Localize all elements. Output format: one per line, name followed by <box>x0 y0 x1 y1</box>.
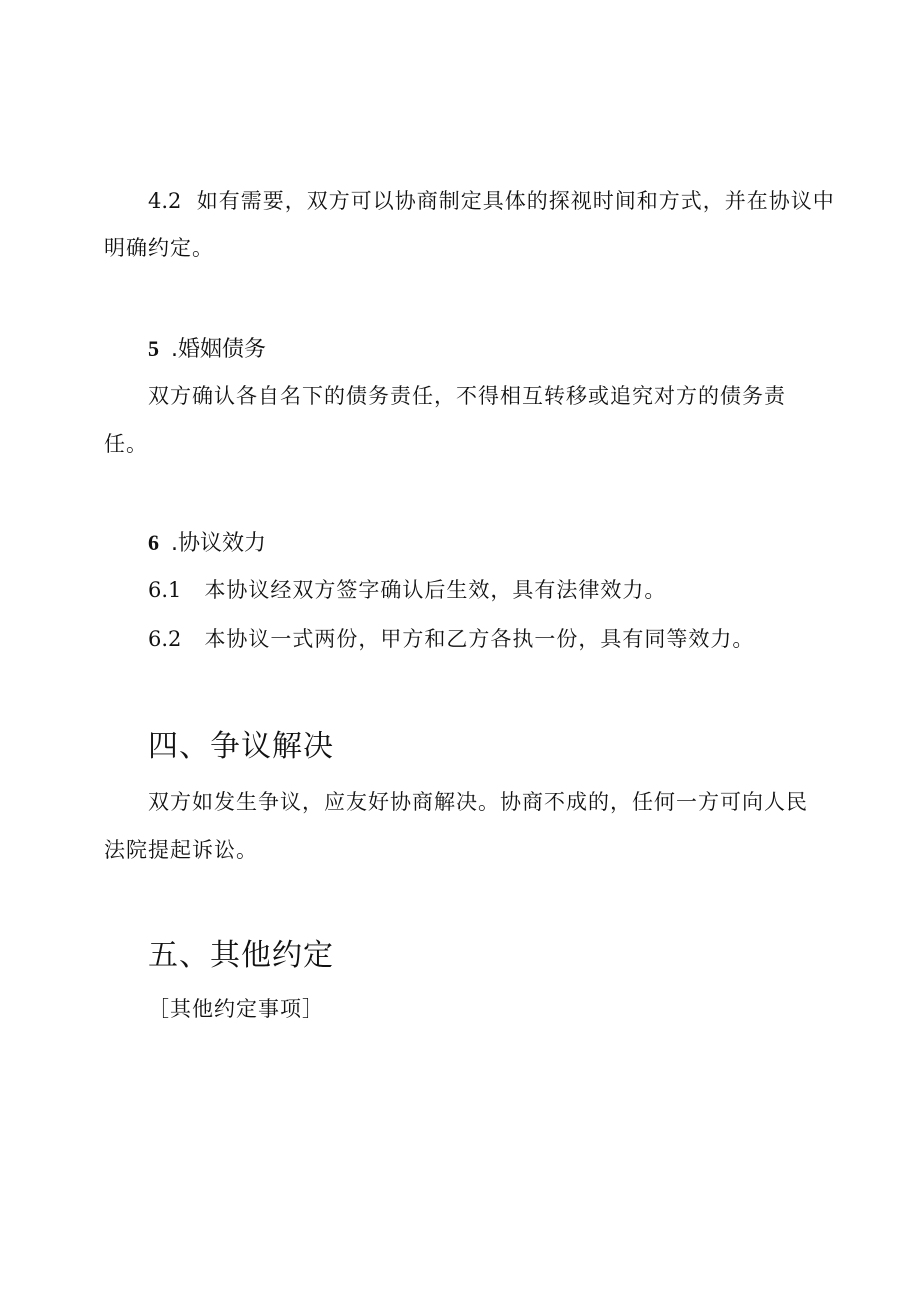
clause-6-1-number: 6.1 <box>148 578 182 602</box>
clause-4-2-text: 如有需要，双方可以协商制定具体的探视时间和方式，并在协议中 <box>196 189 835 213</box>
section-5-body-line-1: 双方确认各自名下的债务责任，不得相互转移或追究对方的债务责 <box>148 384 786 408</box>
clause-6-2-number: 6.2 <box>148 627 182 651</box>
section-6-title: .协议效力 <box>171 531 266 556</box>
section-5-body-line-2: 任。 <box>104 432 148 456</box>
clause-6-1 <box>148 580 666 601</box>
clause-4-2-number: 4.2 <box>148 189 182 213</box>
chapter-5-heading: 五、其他约定 <box>148 938 334 973</box>
clause-4-2-line-2: 明确约定。 <box>104 236 214 260</box>
section-6-heading <box>148 532 266 555</box>
section-5-title: .婚姻债务 <box>171 337 266 362</box>
chapter-5-placeholder: ［其他约定事项］ <box>148 997 324 1021</box>
clause-4-2-line-1 <box>148 191 835 212</box>
section-6-number: 6 <box>148 530 159 555</box>
clause-6-2-text: 本协议一式两份，甲方和乙方各执一份，具有同等效力。 <box>204 627 755 651</box>
section-5-number: 5 <box>148 336 159 361</box>
chapter-4-body-line-1: 双方如发生争议，应友好协商解决。协商不成的，任何一方可向人民 <box>148 790 808 814</box>
clause-6-2 <box>148 629 754 650</box>
clause-6-1-text: 本协议经双方签字确认后生效，具有法律效力。 <box>204 578 667 602</box>
chapter-4-body-line-2: 法院提起诉讼。 <box>104 838 258 862</box>
chapter-4-heading: 四、争议解决 <box>148 729 334 764</box>
section-5-heading <box>148 338 266 361</box>
